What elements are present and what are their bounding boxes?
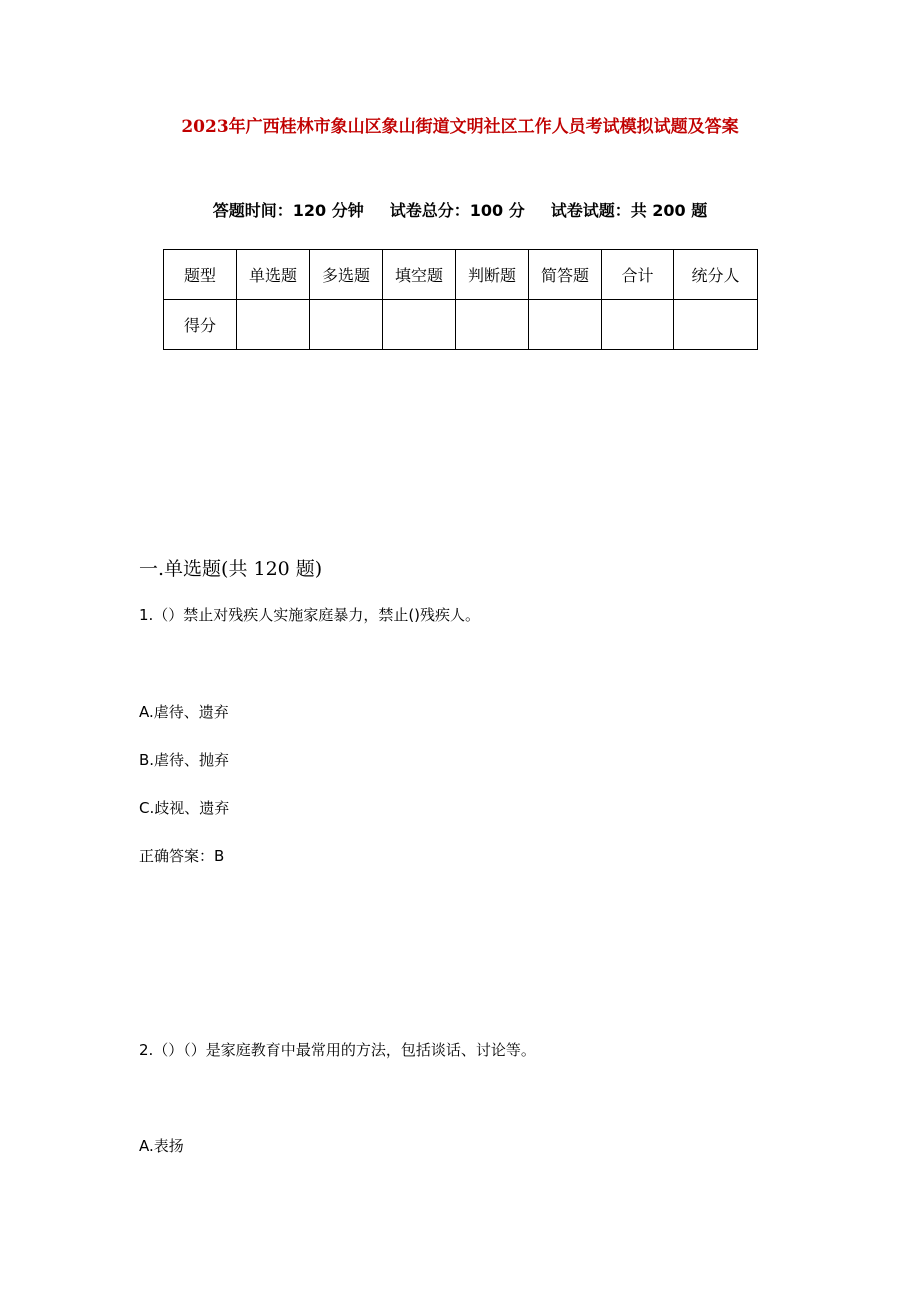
score-table-header: 填空题	[383, 250, 456, 300]
score-cell[interactable]	[237, 300, 310, 350]
exam-total-score: 试卷总分：100 分	[389, 201, 525, 220]
exam-question-count: 试卷试题：共 200 题	[550, 201, 708, 220]
score-cell[interactable]	[529, 300, 602, 350]
score-table-header: 合计	[602, 250, 674, 300]
section-title: 一.单选题(共 120 题)	[139, 558, 323, 580]
score-table-header: 简答题	[529, 250, 602, 300]
score-row-label: 得分	[164, 300, 237, 350]
score-table	[163, 249, 758, 350]
score-table-header: 单选题	[237, 250, 310, 300]
score-table-header-row	[164, 250, 758, 300]
question-stem: 1.（）禁止对残疾人实施家庭暴力，禁止()残疾人。	[139, 606, 481, 624]
question-option: B.虐待、抛弃	[139, 751, 230, 769]
question-answer: 正确答案：B	[139, 847, 225, 865]
score-table-header: 判断题	[456, 250, 529, 300]
score-cell[interactable]	[383, 300, 456, 350]
question-option: A.表扬	[139, 1137, 184, 1155]
score-cell[interactable]	[674, 300, 758, 350]
score-table-header: 统分人	[674, 250, 758, 300]
score-cell[interactable]	[310, 300, 383, 350]
question-option: C.歧视、遗弃	[139, 799, 230, 817]
question-stem: 2.（）（）是家庭教育中最常用的方法，包括谈话、讨论等。	[139, 1041, 536, 1059]
question-option: A.虐待、遗弃	[139, 703, 229, 721]
score-table-header: 题型	[164, 250, 237, 300]
exam-time: 答题时间：120 分钟	[212, 201, 364, 220]
score-table-header: 多选题	[310, 250, 383, 300]
document-title: 2023年广西桂林市象山区象山街道文明社区工作人员考试模拟试题及答案	[181, 117, 739, 137]
exam-meta	[0, 198, 920, 221]
score-cell[interactable]	[456, 300, 529, 350]
score-table-score-row	[164, 300, 758, 350]
score-cell[interactable]	[602, 300, 674, 350]
